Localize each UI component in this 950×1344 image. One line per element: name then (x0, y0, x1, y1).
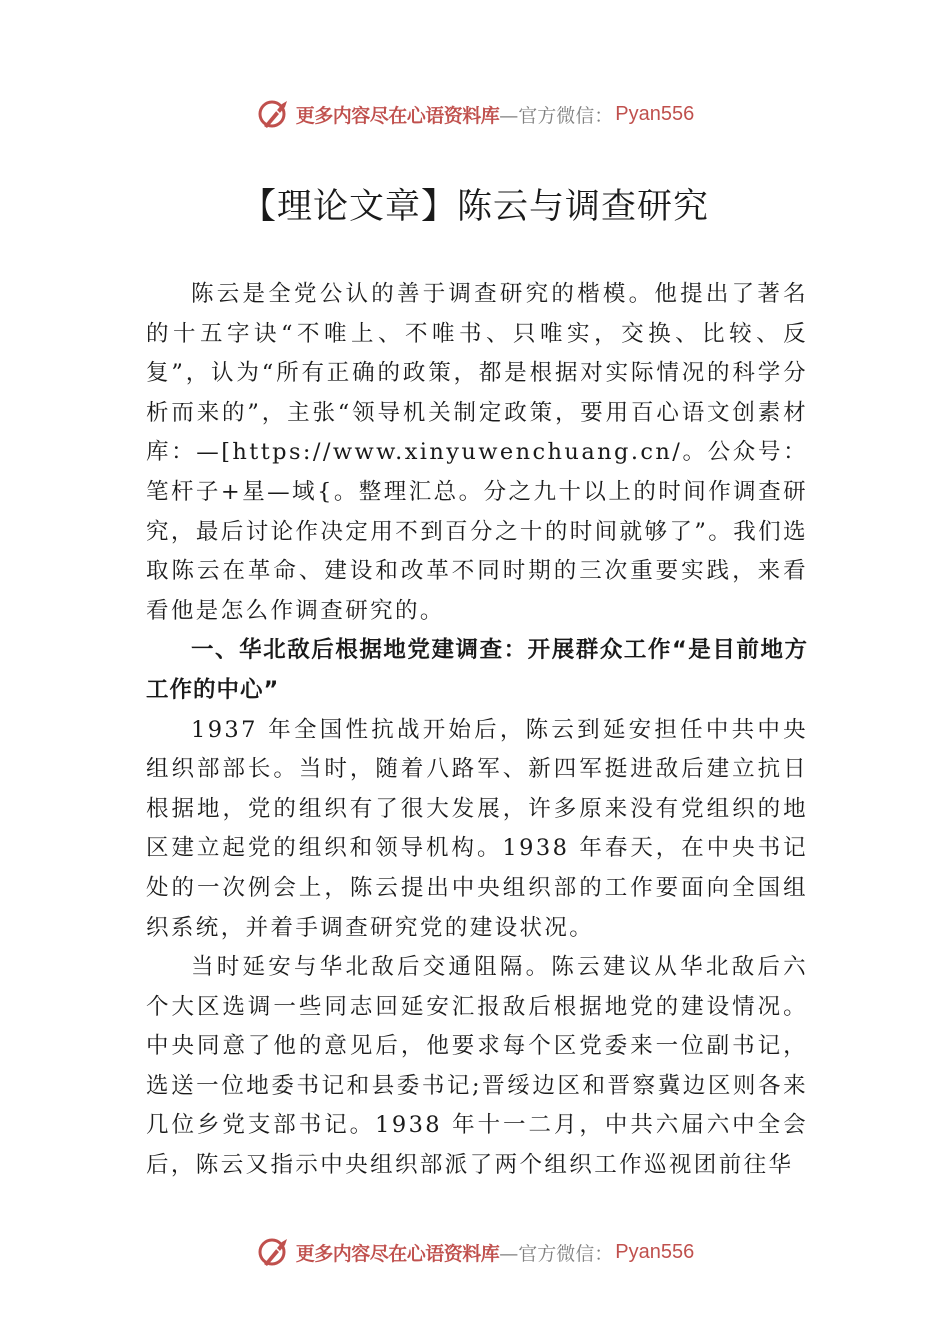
article-body (146, 275, 808, 1186)
paragraph-intro: 陈云是全党公认的善于调查研究的楷模。他提出了著名的十五字诀“不唯上、不唯书、只唯实，交换、比较、反复”，认为“所有正确的政策，都是根据对实际情况的科学分析而来的”，主张“领导机关制定政策，要用百心语文创素材库：—[https://www.xinyuwenchuang.cn/。公众号：笔杆子+星—域{。整理汇总。分之九十以上的时间作调查研究，最后讨论作决定用不到百分之十的时间就够了”。我们选取陈云在革命、建设和改革不同时期的三次重要实践，来看看他是怎么作调查研究的。 (146, 281, 808, 624)
banner-wechat-id: Pyan556 (615, 102, 695, 125)
header-watermark-banner (0, 92, 950, 136)
paragraph-1937: 1937 年全国性抗战开始后，陈云到延安担任中共中央组织部部长。当时，随着八路军、新四军挺进敌后建立抗日根据地，党的组织有了很大发展，许多原来没有党组织的地区建立起党的组织和领导机构。1938 年春天，在中央书记处的一次例会上，陈云提出中央组织部的工作要面向全国组织系统，并着手调查研究党的建设状况。 (146, 716, 808, 941)
footer-watermark-banner (0, 1230, 950, 1274)
article-title: 【理论文章】陈云与调查研究 (240, 187, 709, 227)
banner-wechat-id: Pyan556 (615, 1240, 695, 1263)
banner-main-text: 更多内容尽在心语资料库 (295, 1242, 500, 1265)
pen-logo-icon (256, 96, 292, 132)
banner-main-text: 更多内容尽在心语资料库 (295, 104, 500, 127)
paragraph-yanan: 当时延安与华北敌后交通阻隔。陈云建议从华北敌后六个大区选调一些同志回延安汇报敌后根据地党的建设情况。 中央同意了他的意见后，他要求每个区党委来一位副书记， 选送一位地委书记和县委书记;晋绥边区和晋察冀边区则各来几位乡党支部书记。1938 年十一二月，中共六届六中全会后，陈云又指示中央组织部派了两个组织工作巡视团前往华 (146, 954, 808, 1179)
banner-sub-text: —官方微信： (499, 1242, 614, 1265)
section-heading-1: 一、华北敌后根据地党建调查：开展群众工作“是目前地方工作的中心” (146, 637, 808, 703)
banner-sub-text: —官方微信： (499, 104, 614, 127)
pen-logo-icon (256, 1234, 292, 1270)
